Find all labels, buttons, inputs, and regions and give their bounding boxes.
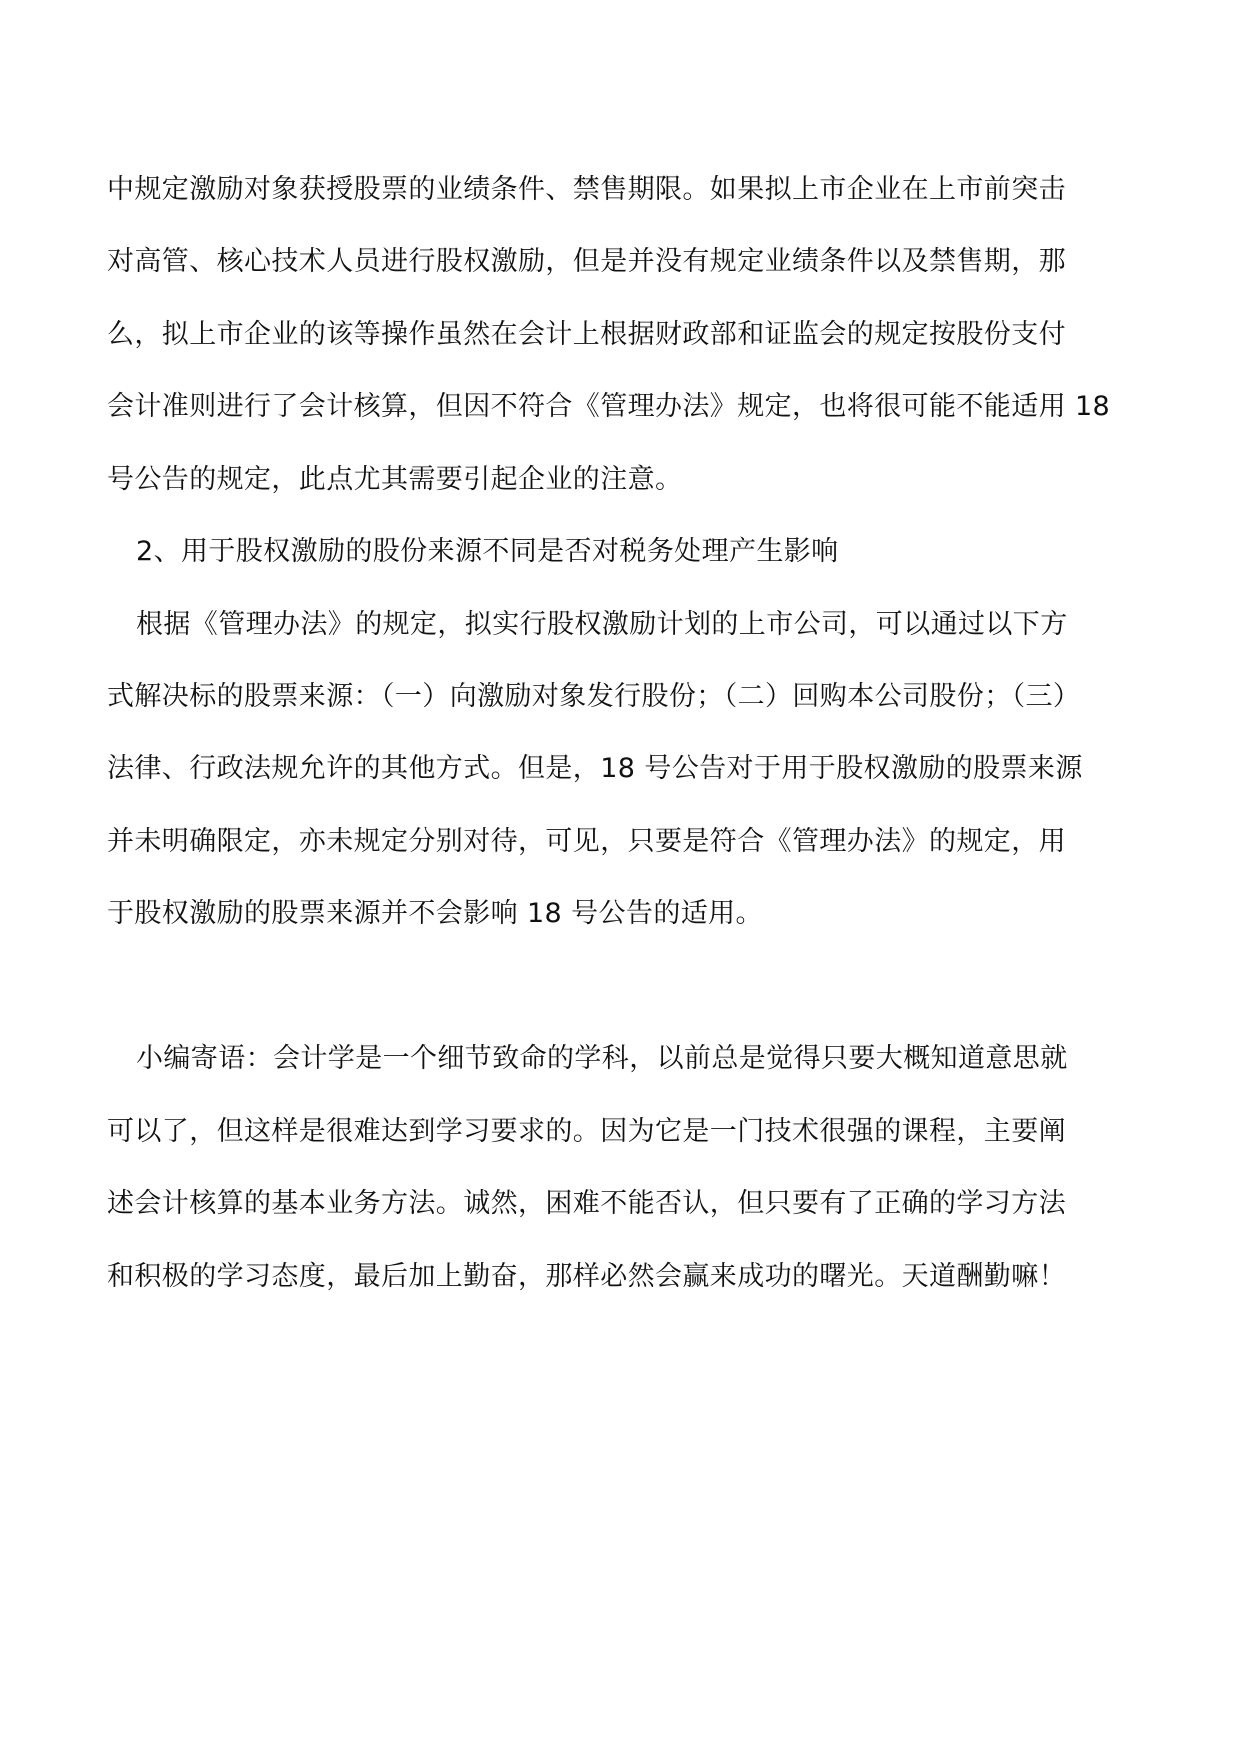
paragraph-line: 号公告的规定，此点尤其需要引起企业的注意。 [107, 464, 683, 495]
paragraph-line: 么，拟上市企业的该等操作虽然在会计上根据财政部和证监会的规定按股份支付 [107, 319, 1066, 350]
paragraph-line: 根据《管理办法》的规定，拟实行股权激励计划的上市公司，可以通过以下方 [136, 609, 1068, 640]
paragraph-line: 对高管、核心技术人员进行股权激励，但是并没有规定业绩条件以及禁售期，那 [107, 246, 1066, 277]
paragraph-line: 于股权激励的股票来源并不会影响 18 号公告的适用。 [107, 898, 763, 929]
paragraph-line: 会计准则进行了会计核算，但因不符合《管理办法》规定，也将很可能不能适用 18 [107, 391, 1111, 422]
paragraph-line: 并未明确限定，亦未规定分别对待，可见，只要是符合《管理办法》的规定，用 [107, 826, 1066, 857]
paragraph-line: 中规定激励对象获授股票的业绩条件、禁售期限。如果拟上市企业在上市前突击 [107, 174, 1066, 205]
paragraph-line: 法律、行政法规允许的其他方式。但是，18 号公告对于用于股权激励的股票来源 [107, 753, 1083, 784]
paragraph-line: 式解决标的股票来源：（一）向激励对象发行股份；（二）回购本公司股份；（三） [107, 681, 1081, 712]
paragraph-line: 述会计核算的基本业务方法。诚然，困难不能否认，但只要有了正确的学习方法 [107, 1188, 1066, 1219]
paragraph-line: 和积极的学习态度，最后加上勤奋，那样必然会赢来成功的曙光。天道酬勤嘛！ [107, 1261, 1066, 1292]
paragraph-line: 可以了，但这样是很难达到学习要求的。因为它是一门技术很强的课程，主要阐 [107, 1116, 1066, 1147]
paragraph-line: 小编寄语：会计学是一个细节致命的学科，以前总是觉得只要大概知道意思就 [136, 1043, 1068, 1074]
section-heading: 2、用于股权激励的股份来源不同是否对税务处理产生影响 [136, 536, 839, 567]
